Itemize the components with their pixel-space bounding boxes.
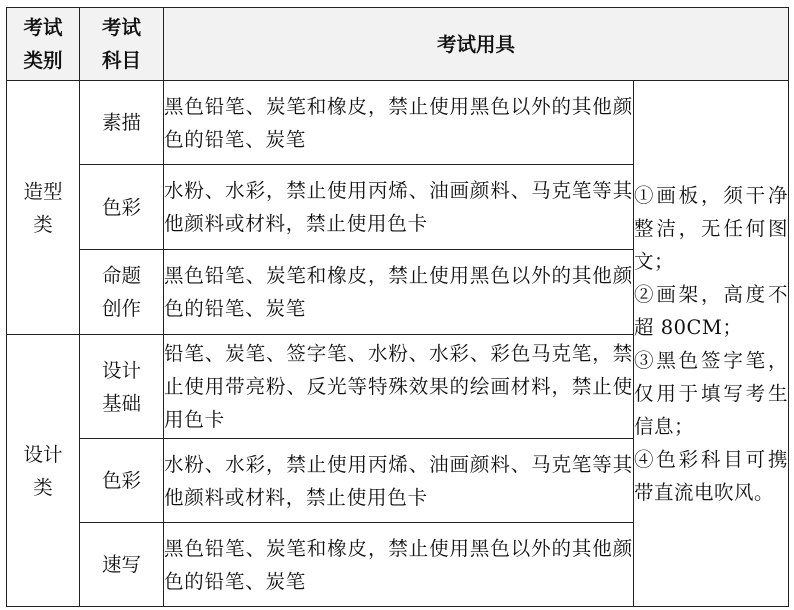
note-item: ②画架，高度不超 80CM； (634, 282, 789, 339)
note-item: ③黑色签字笔，仅用于填写考生信息； (634, 348, 789, 438)
tools-cell: 水粉、水彩，禁止使用丙烯、油画颜料、马克笔等其他颜料或材料，禁止使用色卡 (164, 439, 634, 523)
subject-cell: 速写 (80, 523, 164, 607)
category-cell: 设计类 (7, 335, 80, 607)
subject-cell: 素描 (80, 81, 164, 165)
header-category: 考试类别 (7, 8, 80, 81)
general-notes-cell (634, 81, 789, 607)
header-tools: 考试用具 (164, 8, 789, 81)
header-row (7, 8, 789, 81)
exam-tools-table (6, 7, 789, 607)
note-item: ④色彩科目可携带直流电吹风。 (634, 447, 789, 504)
tools-cell: 黑色铅笔、炭笔和橡皮，禁止使用黑色以外的其他颜色的铅笔、炭笔 (164, 81, 634, 165)
note-item: ①画板，须干净整洁，无任何图文； (634, 183, 789, 273)
tools-cell: 铅笔、炭笔、签字笔、水粉、水彩、彩色马克笔，禁止使用带亮粉、反光等特殊效果的绘画材料，禁止使用色卡 (164, 335, 634, 439)
subject-cell: 色彩 (80, 165, 164, 250)
header-subject: 考试科目 (80, 8, 164, 81)
tools-cell: 黑色铅笔、炭笔和橡皮，禁止使用黑色以外的其他颜色的铅笔、炭笔 (164, 523, 634, 607)
table-row (7, 81, 789, 165)
subject-cell: 色彩 (80, 439, 164, 523)
tools-cell: 水粉、水彩，禁止使用丙烯、油画颜料、马克笔等其他颜料或材料，禁止使用色卡 (164, 165, 634, 250)
subject-cell: 设计基础 (80, 335, 164, 439)
subject-cell: 命题创作 (80, 250, 164, 335)
tools-cell: 黑色铅笔、炭笔和橡皮，禁止使用黑色以外的其他颜色的铅笔、炭笔 (164, 250, 634, 335)
category-cell: 造型类 (7, 81, 80, 335)
